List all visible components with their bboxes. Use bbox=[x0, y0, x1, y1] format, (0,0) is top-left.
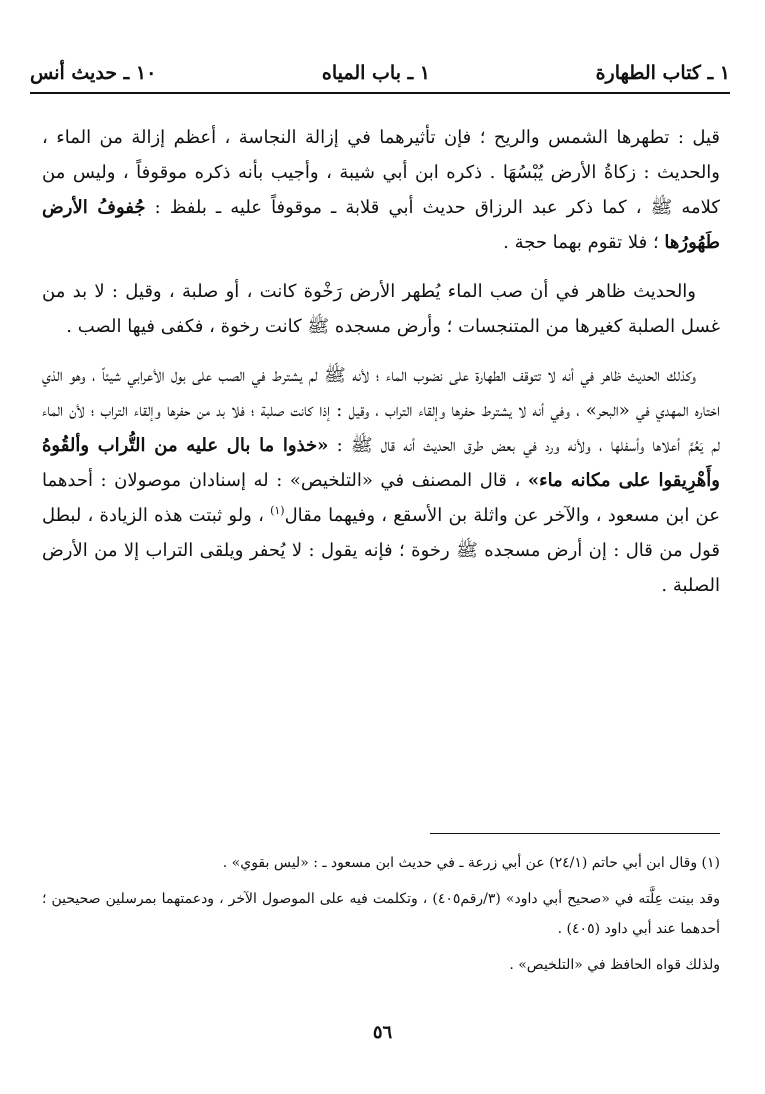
footnote-marker: (١) bbox=[270, 504, 285, 517]
paragraph-1 bbox=[42, 120, 720, 260]
paragraph-1-quote: جُفوفُ الأرض طَهُورُها bbox=[42, 197, 720, 253]
main-text bbox=[42, 120, 720, 617]
header-hadith-title: ١٠ ـ حديث أنس bbox=[30, 62, 157, 84]
paragraph-3-hadith-quote: «خذوا ما بال عليه من التُّراب وألقُوهُ وأَهْرِيقوا على مكانه ماء» bbox=[42, 435, 720, 491]
header-divider bbox=[30, 92, 730, 94]
running-header bbox=[30, 56, 730, 90]
footnote-1: (١) وقال ابن أبي حاتم (٢٤/١) عن أبي زرعة ـ في حديث ابن مسعود ـ : «ليس بقوي» . bbox=[222, 855, 720, 871]
paragraph-3 bbox=[42, 358, 720, 603]
footnote-3: ولذلك قواه الحافظ في «التلخيص» . bbox=[509, 957, 720, 973]
page-number: ٥٦ bbox=[372, 1022, 393, 1043]
footnote-divider bbox=[430, 833, 720, 834]
footnote-2: وقد بينت عِلَّته في «صحيح أبي داود» (٣/رقم٤٠٥) ، وتكلمت فيه على الموصول الآخر ، ودعمتهما بمرسلين صحيحين ؛ أحدهما عند أبي داود (٤٠٥) . bbox=[42, 891, 720, 937]
paragraph-3-end: ، ولو ثبتت هذه الزيادة ، لبطل قول من قال : إن أرض مسجده ﷺ رخوة ؛ فإنه يقول : لا يُحفر ويلقى التراب إلا من الأرض الصلبة . bbox=[42, 505, 720, 596]
paragraph-2: والحديث ظاهر في أن صب الماء يُطهر الأرض رَخْوة كانت ، أو صلبة ، وقيل : لا بد من غسل الصلبة كغيرها من المتنجسات ؛ وأرض مسجده ﷺ كانت رخوة ، فكفى فيها الصب . bbox=[42, 281, 720, 337]
paragraph-3-text: وكذلك الحديث ظاهر في أنه لا تتوقف الطهارة على نضوب الماء ؛ لأنه ﷺ لم يشترط في الصب على بول الأعرابي شيئاً ، وهو الذي اختاره المهدي في «البحر» ، وفي أنه لا يشترط حفرها وإلقاء التراب ، وقيل : إذا كانت صلبة ؛ فلا بد من حفرها وإلقاء التراب ؛ لأن الماء لم يَعُمَّ أعلاها وأسفلها ، ولأنه ورد في بعض طرق الحديث أنه قال ﷺ : bbox=[42, 365, 720, 456]
header-chapter-title: ١ ـ باب المياه bbox=[321, 62, 430, 84]
paragraph-3-middle: ، قال المصنف في «التلخيص» : له إسنادان موصولان : أحدهما عن ابن مسعود ، والآخر عن واثلة بن الأسقع ، وفيهما مقال bbox=[42, 470, 720, 526]
footnotes bbox=[42, 848, 720, 986]
header-book-title: ١ ـ كتاب الطهارة bbox=[595, 62, 730, 84]
paragraph-1-end: ؛ فلا تقوم بهما حجة . bbox=[503, 232, 665, 253]
paragraph-1-text: قيل : تطهرها الشمس والريح ؛ فإن تأثيرهما في إزالة النجاسة ، أعظم إزالة من الماء ، والحديث : زكاةُ الأرض يُبْسُهَا . ذكره ابن أبي شيبة ، وأجيب بأنه ذكره موقوفاً ، وليس من كلامه ﷺ ، كما ذكر عبد الرزاق حديث أبي قلابة ـ موقوفاً عليه ـ بلفظ : bbox=[42, 127, 720, 218]
